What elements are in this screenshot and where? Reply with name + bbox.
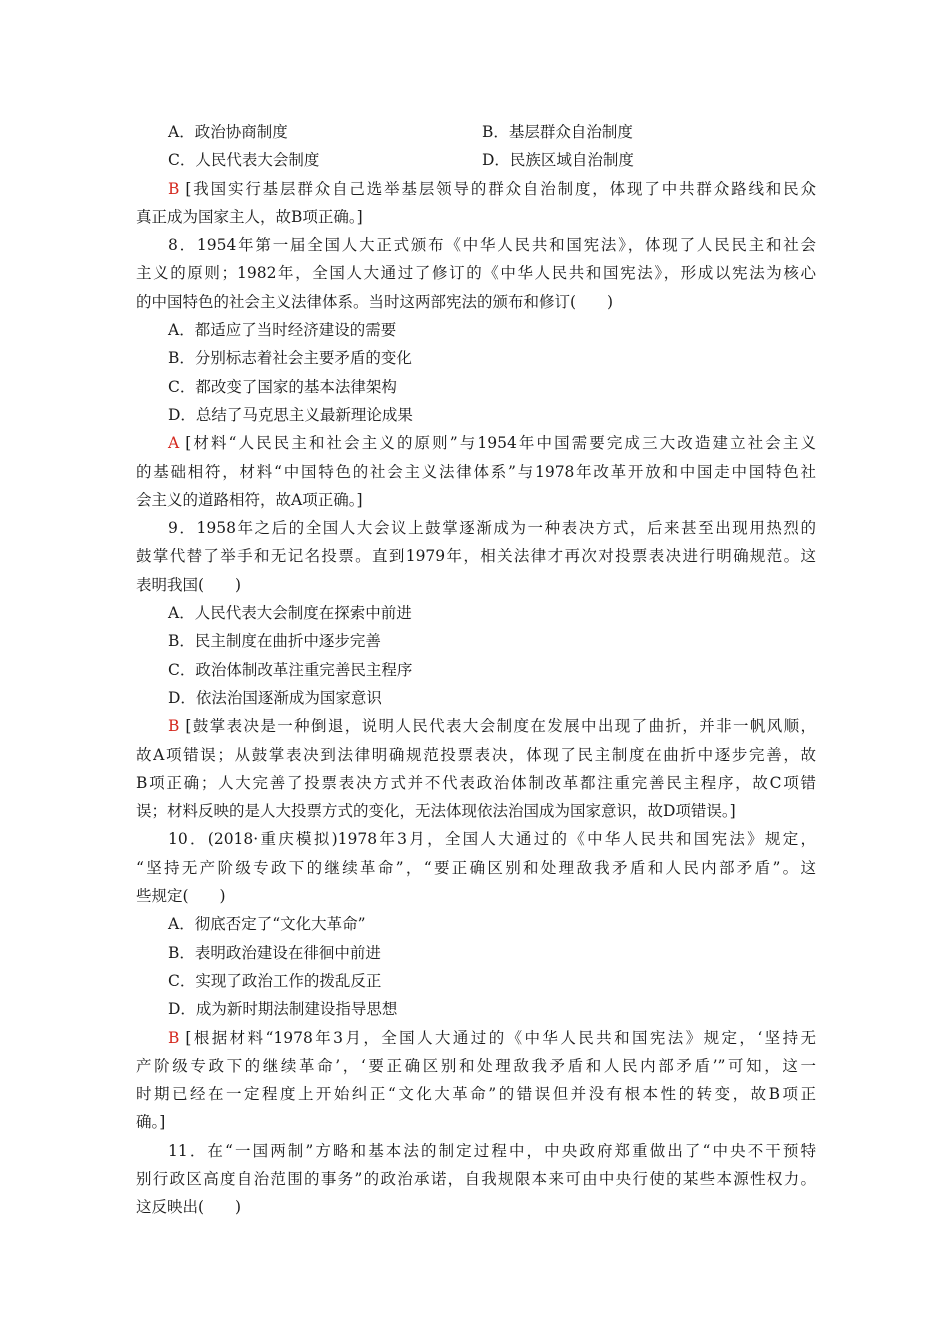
q7-explanation-line: 真正成为国家主人，故B项正确。] [136, 207, 363, 226]
q10-explanation-line: 产阶级专政下的继续革命’，‘要正确区别和处理敌我矛盾和人民内部矛盾’”可知，这一 [136, 1056, 816, 1075]
q10-option-d: D．成为新时期法制建设指导思想 [168, 1000, 398, 1019]
q10-option-c: C．实现了政治工作的拨乱反正 [168, 971, 382, 990]
q9-option-c: C．政治体制改革注重完善民主程序 [168, 660, 413, 679]
q10-explanation-line: 确。] [136, 1113, 166, 1132]
q10-stem-line: 10．(2018·重庆模拟)1978年3月，全国人大通过的《中华人民共和国宪法》规定， [168, 830, 816, 849]
q9-option-d: D．依法治国逐渐成为国家意识 [168, 688, 382, 707]
q9-explanation-line: B项正确；人大完善了投票表决方式并不代表政治体制改革都注重完善民主程序，故C项错 [136, 773, 816, 792]
q8-explanation-text: [材料“人民民主和社会主义的原则”与1954年中国需要完成三大改造建立社会主义 [185, 434, 816, 453]
q9-explanation-text: [鼓掌表决是一种倒退，说明人民代表大会制度在发展中出现了曲折，并非一帆风顺， [185, 717, 816, 736]
q8-stem-line: 8．1954年第一届全国人大正式颁布《中华人民共和国宪法》，体现了人民民主和社会 [168, 236, 816, 255]
q10-stem-line: 些规定( ) [136, 887, 226, 906]
q7-options-row-2 [136, 146, 816, 174]
q7-options-row-1 [136, 118, 816, 146]
q10-explanation-line [136, 1024, 816, 1052]
q9-explanation-line [136, 712, 816, 740]
q8-answer: A [168, 434, 180, 453]
q8-option-a: A．都适应了当时经济建设的需要 [168, 321, 397, 340]
q9-stem-line: 鼓掌代替了举手和无记名投票。直到1979年，相关法律才再次对投票表决进行明确规范。这 [136, 547, 816, 566]
q10-answer: B [168, 1028, 180, 1047]
q7-answer: B [168, 179, 180, 198]
q9-option-b: B．民主制度在曲折中逐步完善 [168, 632, 381, 651]
q8-option-c: C．都改变了国家的基本法律架构 [168, 377, 397, 396]
q8-explanation-line: 的基础相符，材料“中国特色的社会主义法律体系”与1978年改革开放和中国走中国特色社 [136, 462, 816, 481]
q7-option-b: B．基层群众自治制度 [482, 123, 633, 141]
q7-option-d: D．民族区域自治制度 [482, 151, 634, 170]
q8-stem-line: 的中国特色的社会主义法律体系。当时这两部宪法的颁布和修订( ) [136, 292, 614, 311]
q10-explanation-text: [根据材料“1978年3月，全国人大通过的《中华人民共和国宪法》规定，‘坚持无 [185, 1028, 816, 1047]
q11-stem-line: 别行政区高度自治范围的事务”的政治承诺，自我规限本来可由中央行使的某些本源性权力。 [136, 1169, 816, 1188]
q10-option-b: B．表明政治建设在徘徊中前进 [168, 943, 381, 962]
q8-explanation-line: 会主义的道路相符，故A项正确。] [136, 490, 363, 509]
q7-explanation-line [136, 175, 816, 203]
q11-stem-line: 这反映出( ) [136, 1198, 242, 1217]
q9-explanation-line: 故A项错误；从鼓掌表决到法律明确规范投票表决，体现了民主制度在曲折中逐步完善，故 [136, 745, 816, 764]
q9-explanation-line: 误；材料反映的是人大投票方式的变化，无法体现依法治国成为国家意识，故D项错误。] [136, 802, 736, 821]
q10-stem-line: “坚持无产阶级专政下的继续革命”，“要正确区别和处理敌我矛盾和人民内部矛盾”。这 [136, 858, 816, 877]
q9-answer: B [168, 717, 180, 736]
q7-option-a: A．政治协商制度 [168, 123, 288, 141]
q8-option-b: B．分别标志着社会主要矛盾的变化 [168, 349, 412, 368]
q10-explanation-line: 时期已经在一定程度上开始纠正“文化大革命”的错误但并没有根本性的转变，故B项正 [136, 1085, 816, 1104]
q7-option-c: C．人民代表大会制度 [168, 151, 320, 170]
q11-stem-line: 11．在“一国两制”方略和基本法的制定过程中，中央政府郑重做出了“中央不干预特 [168, 1141, 816, 1160]
q7-explanation-text: [我国实行基层群众自己选举基层领导的群众自治制度，体现了中共群众路线和民众 [185, 179, 816, 198]
q8-stem-line: 主义的原则；1982年，全国人大通过了修订的《中华人民共和国宪法》，形成以宪法为核心 [136, 264, 816, 283]
q8-explanation-line [136, 429, 816, 457]
q9-stem-line: 表明我国( ) [136, 575, 242, 594]
q9-stem-line: 9．1958年之后的全国人大会议上鼓掌逐渐成为一种表决方式，后来甚至出现用热烈的 [168, 519, 816, 538]
q8-option-d: D．总结了马克思主义最新理论成果 [168, 405, 413, 424]
q10-option-a: A．彻底否定了“文化大革命” [168, 915, 366, 934]
q9-option-a: A．人民代表大会制度在探索中前进 [168, 604, 412, 623]
exam-page [136, 118, 816, 1222]
